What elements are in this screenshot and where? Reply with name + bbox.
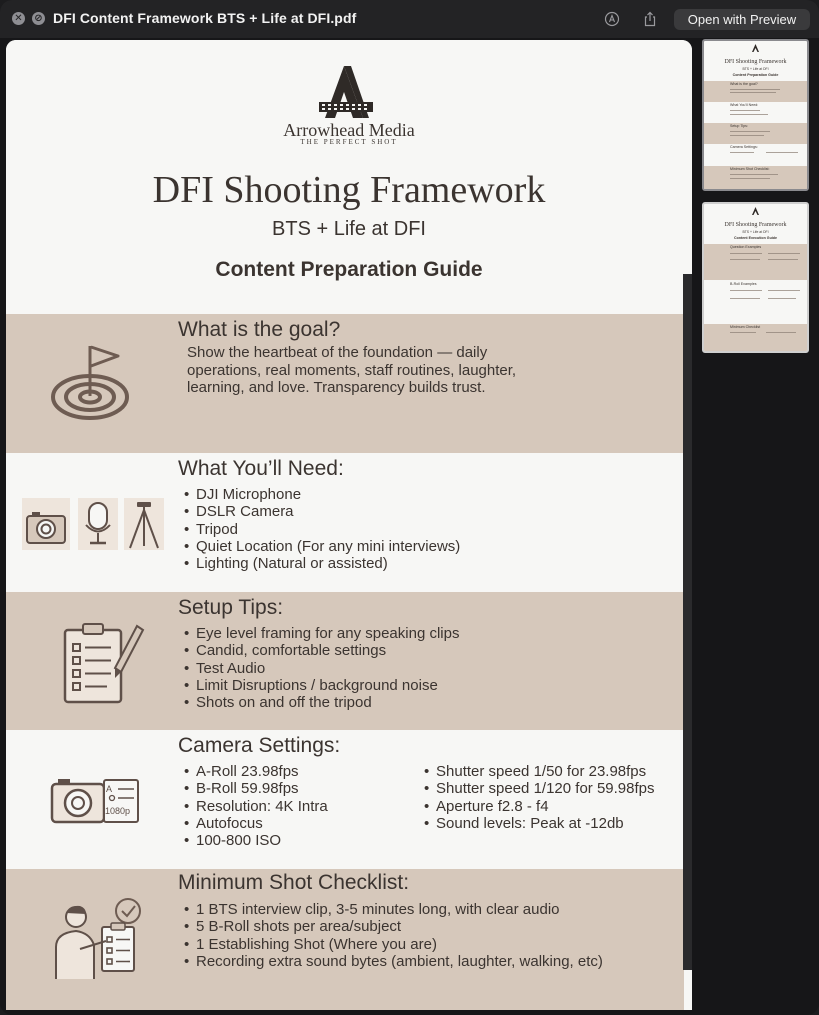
thumbnail-heading: B-Roll Examples	[730, 282, 757, 286]
list-item: • Shutter speed 1/50 for 23.98fps	[436, 763, 655, 780]
need-list	[196, 486, 460, 572]
thumbnail-text-line	[730, 131, 770, 132]
tripod-icon	[124, 498, 164, 550]
window-title: DFI Content Framework BTS + Life at DFI.pdf	[53, 10, 357, 26]
list-item: • Recording extra sound bytes (ambient, laughter, walking, etc)	[196, 953, 603, 970]
share-icon[interactable]	[642, 11, 658, 27]
document-scrollbar[interactable]	[683, 274, 692, 970]
thumbnail-subtitle: BTS + Life at DFI	[742, 230, 769, 234]
page-header	[6, 40, 692, 314]
thumbnail-text-line	[730, 174, 778, 175]
checklist-list	[196, 901, 603, 970]
page-thumbnail-1[interactable]	[702, 39, 809, 191]
markup-icon[interactable]	[604, 11, 620, 27]
checklist-heading: Minimum Shot Checklist:	[178, 871, 410, 894]
list-item: • DJI Microphone	[196, 486, 460, 503]
thumbnail-guide: Content Preparation Guide	[732, 73, 779, 77]
title-bar	[0, 0, 819, 38]
thumbnail-text-line	[730, 92, 776, 93]
thumbnail-heading: Minimum Checklist	[730, 325, 761, 329]
thumbnail-text-line	[730, 135, 764, 136]
thumbnail-text-line	[730, 253, 762, 254]
thumbnail-subtitle: BTS + Life at DFI	[742, 67, 769, 71]
minimize-icon[interactable]: ⊘	[32, 12, 45, 25]
thumbnail-text-line	[768, 290, 800, 291]
camera-list-right	[436, 763, 655, 832]
list-item: • Quiet Location (For any mini interviews)	[196, 538, 460, 555]
list-item: • B-Roll 59.98fps	[196, 780, 328, 797]
thumbnail-band	[704, 244, 807, 280]
thumbnail-heading: Question Examples	[730, 245, 762, 249]
goal-heading: What is the goal?	[178, 318, 341, 341]
goal-text: Show the heartbeat of the foundation — daily operations, real moments, staff routines, laughter, learning, and love. Transparency builds trust.	[187, 344, 517, 396]
list-item: • Shutter speed 1/120 for 59.98fps	[436, 780, 655, 797]
thumbnail-text-line	[768, 259, 798, 260]
thumbnail-band	[704, 324, 807, 353]
list-item: • 5 B-Roll shots per area/subject	[196, 918, 603, 935]
thumbnail-text-line	[768, 298, 796, 299]
thumbnail-text-line	[730, 298, 760, 299]
thumbnail-logo-icon	[751, 44, 760, 52]
close-icon[interactable]: ✕	[12, 12, 25, 25]
list-item: • Lighting (Natural or assisted)	[196, 555, 460, 572]
microphone-icon	[78, 498, 118, 550]
list-item: • Sound levels: Peak at -12db	[436, 815, 655, 832]
section-checklist	[6, 869, 684, 1010]
thumbnail-text-line	[730, 290, 762, 291]
list-item: • Resolution: 4K Intra	[196, 798, 328, 815]
camera-icon-a-label: A	[106, 784, 113, 794]
list-item: • Shots on and off the tripod	[196, 694, 459, 711]
thumbnail-band	[704, 81, 807, 102]
brand-name: Arrowhead Media	[283, 120, 415, 140]
thumbnail-heading: What You'll Need:	[730, 103, 759, 107]
thumbnail-heading: Setup Tips:	[730, 124, 748, 128]
thumbnail-title: DFI Shooting Framework	[724, 59, 787, 65]
thumbnail-logo-icon	[751, 207, 760, 215]
thumbnail-title: DFI Shooting Framework	[724, 222, 787, 228]
thumbnail-band	[704, 166, 807, 189]
thumbnail-text-line	[730, 152, 754, 153]
camera-list-left	[196, 763, 328, 849]
section-camera	[6, 730, 684, 869]
thumbnail-text-line	[766, 152, 798, 153]
list-item: • Autofocus	[196, 815, 328, 832]
page-title: DFI Shooting Framework	[152, 169, 546, 211]
thumbnail-guide: Content Execution Guide	[734, 236, 777, 240]
section-setup	[6, 592, 684, 730]
list-item: • Limit Disruptions / background noise	[196, 677, 459, 694]
arrowhead-logo-icon	[311, 64, 377, 120]
thumbnail-heading: What is the goal?	[730, 82, 758, 86]
list-item: • Test Audio	[196, 660, 459, 677]
setup-list	[196, 625, 459, 711]
thumbnail-text-line	[730, 89, 780, 90]
thumbnail-text-line	[730, 332, 756, 333]
list-item: • DSLR Camera	[196, 503, 460, 520]
thumbnail-band	[704, 123, 807, 144]
list-item: • Eye level framing for any speaking clips	[196, 625, 459, 642]
thumbnail-heading: Minimum Shot Checklist:	[730, 167, 770, 171]
thumbnail-text-line	[730, 114, 768, 115]
brand-tagline: THE PERFECT SHOT	[300, 138, 398, 146]
guide-title: Content Preparation Guide	[215, 258, 483, 281]
list-item: • Candid, comfortable settings	[196, 642, 459, 659]
camera-icon	[22, 498, 70, 550]
person-checklist-icon	[50, 897, 144, 981]
list-item: • 1 Establishing Shot (Where you are)	[196, 936, 603, 953]
thumbnail-text-line	[730, 110, 760, 111]
camera-settings-icon	[50, 776, 140, 826]
thumbnail-heading: Camera Settings:	[730, 145, 758, 149]
camera-heading: Camera Settings:	[178, 734, 341, 757]
section-goal	[6, 314, 684, 453]
setup-heading: Setup Tips:	[178, 596, 284, 619]
page-subtitle: BTS + Life at DFI	[272, 218, 426, 240]
camera-icon-res-label: 1080p	[105, 806, 131, 816]
thumbnail-text-line	[730, 259, 760, 260]
thumbnail-band	[704, 280, 807, 324]
list-item: • A-Roll 23.98fps	[196, 763, 328, 780]
need-heading: What You’ll Need:	[178, 457, 344, 480]
list-item: • Tripod	[196, 521, 460, 538]
open-with-preview-button[interactable]: Open with Preview	[674, 9, 810, 30]
document-page	[6, 40, 692, 1010]
thumbnail-band	[704, 144, 807, 166]
thumbnail-text-line	[768, 253, 800, 254]
section-need	[6, 453, 684, 592]
page-thumbnail-2[interactable]	[702, 202, 809, 353]
target-flag-icon	[48, 342, 132, 424]
clipboard-checklist-icon	[63, 622, 147, 704]
list-item: • 1 BTS interview clip, 3-5 minutes long, with clear audio	[196, 901, 603, 918]
thumbnail-text-line	[766, 332, 796, 333]
thumbnail-text-line	[730, 178, 770, 179]
list-item: • Aperture f2.8 - f4	[436, 798, 655, 815]
thumbnail-band	[704, 102, 807, 123]
list-item: • 100-800 ISO	[196, 832, 328, 849]
